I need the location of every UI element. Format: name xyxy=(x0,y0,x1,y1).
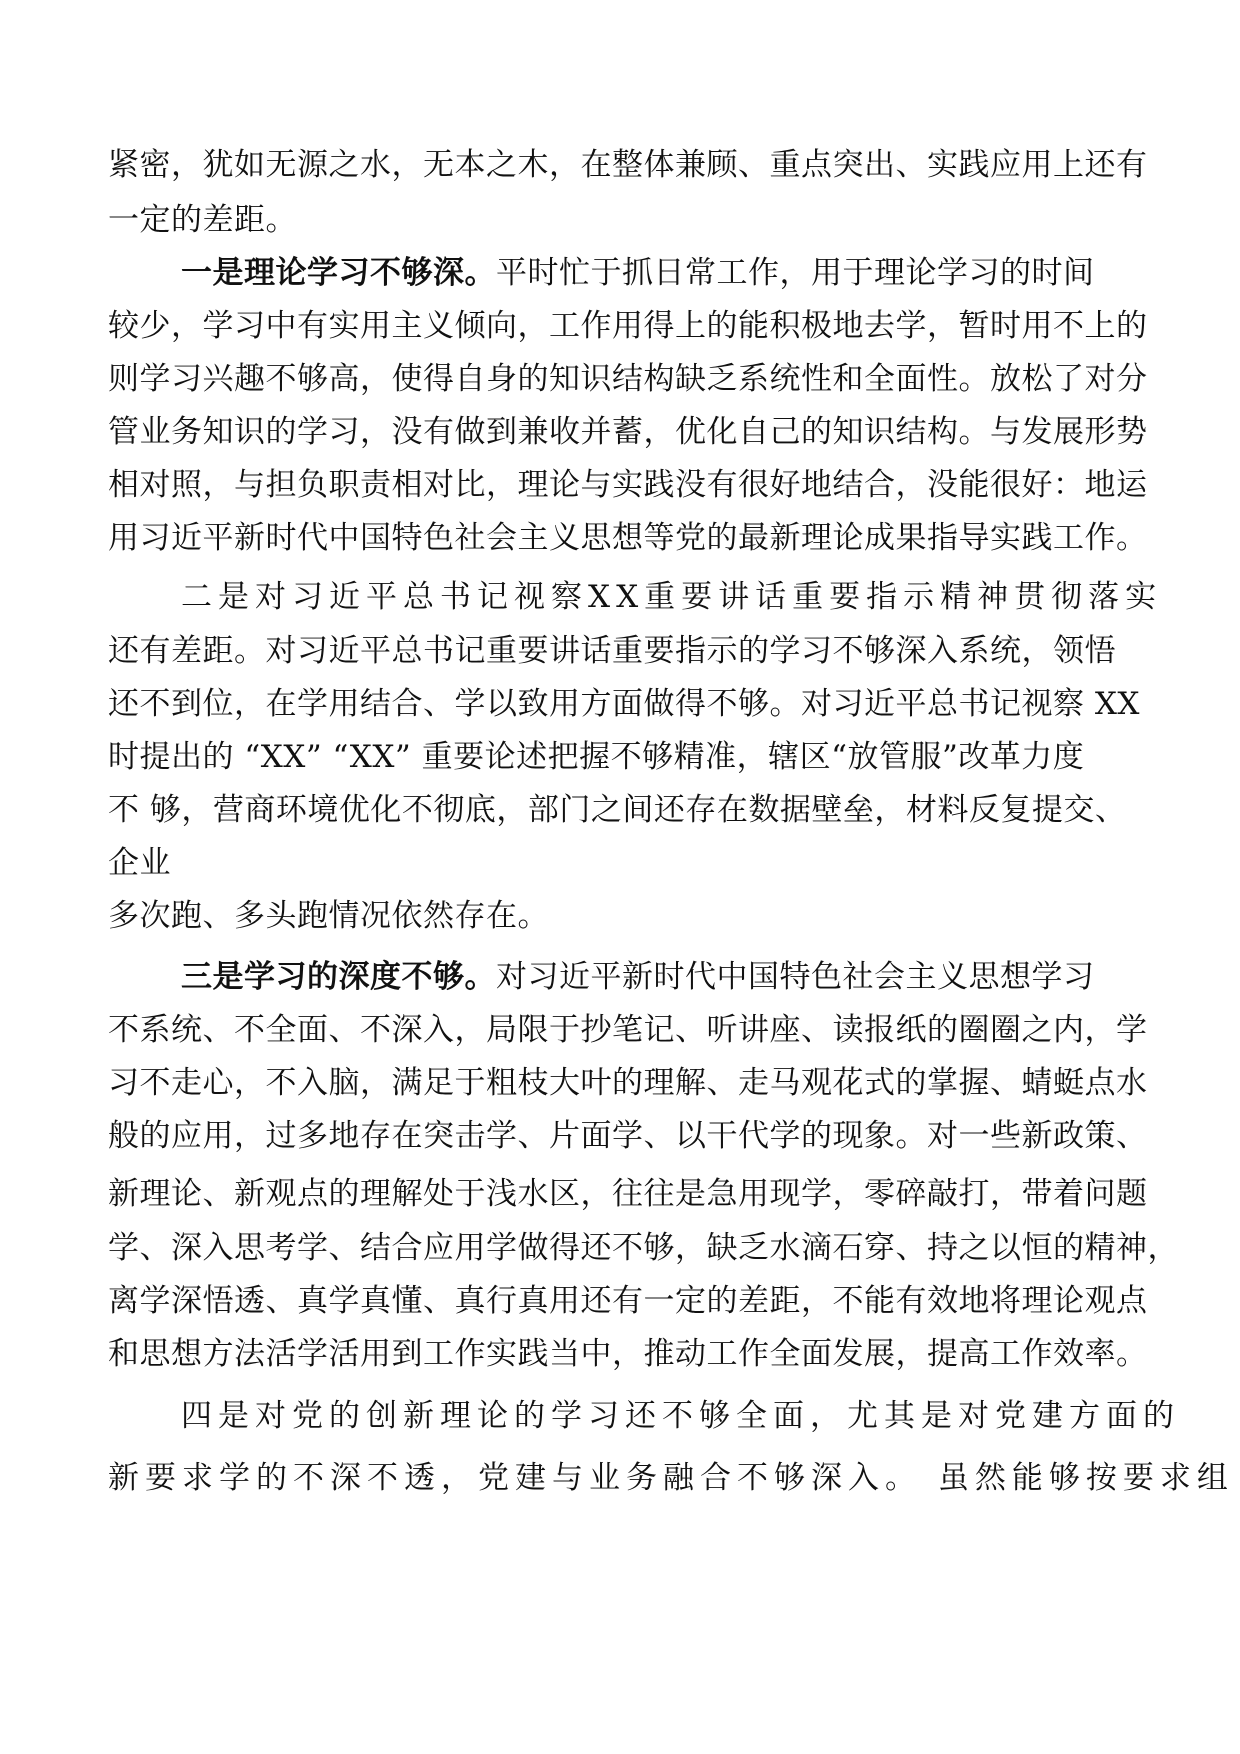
body-line-11: 还不到位，在学用结合、学以致用方面做得不够。对习近平总书记视察 XX xyxy=(108,686,1140,722)
body-line-20: 新理论、新观点的理解处于浅水区，往往是急用现学，零碎敲打，带着问题 xyxy=(108,1176,1148,1212)
paragraph-two-heading-line: 二是对习近平总书记视察XX重要讲话重要指示精神贯彻落实 xyxy=(181,579,1163,615)
body-line-18: 习不走心，不入脑，满足于粗枝大叶的理解、走马观花式的掌握、蜻蜓点水 xyxy=(108,1065,1148,1101)
body-line-17: 不系统、不全面、不深入，局限于抄笔记、听讲座、读报纸的圈圈之内，学 xyxy=(108,1012,1148,1048)
paragraph-four-heading-line: 四是对党的创新理论的学习还不够全面，尤其是对党建方面的 xyxy=(181,1398,1180,1434)
body-line-7: 相对照，与担负职责相对比，理论与实践没有很好地结合，没能很好：地运 xyxy=(108,467,1148,503)
body-line-2: 一定的差距。 xyxy=(108,202,297,238)
paragraph-heading-one: 一是理论学习不够深。 xyxy=(181,255,496,291)
body-line-8: 用习近平新时代中国特色社会主义思想等党的最新理论成果指导实践工作。 xyxy=(108,520,1148,556)
body-line-19: 般的应用，过多地存在突击学、片面学、以干代学的现象。对一些新政策、 xyxy=(108,1118,1148,1154)
body-line-15: 多次跑、多头跑情况依然存在。 xyxy=(108,898,549,934)
body-line-4: 较少，学习中有实用主义倾向，工作用得上的能积极地去学，暂时用不上的 xyxy=(108,308,1148,344)
body-line-22: 离学深悟透、真学真懂、真行真用还有一定的差距，不能有效地将理论观点 xyxy=(108,1283,1148,1319)
body-line-10: 还有差距。对习近平总书记重要讲话重要指示的学习不够深入系统，领悟 xyxy=(108,633,1116,669)
body-line-6: 管业务知识的学习，没有做到兼收并蓄，优化自己的知识结构。与发展形势 xyxy=(108,414,1148,450)
paragraph-one-heading-line xyxy=(181,253,1095,293)
body-line-23: 和思想方法活学活用到工作实践当中，推动工作全面发展，提高工作效率。 xyxy=(108,1336,1148,1372)
paragraph-heading-three: 三是学习的深度不够。 xyxy=(181,959,496,995)
body-line-14: 企业 xyxy=(108,845,171,881)
body-line-13: 不 够，营商环境优化不彻底，部门之间还存在数据壁垒，材料反复提交、 xyxy=(108,792,1127,828)
body-line-25: 新要求学的不深不透，党建与业务融合不够深入。 虽然能够按要求组 xyxy=(108,1460,1234,1496)
body-line-12: 时提出的 “XX” “XX” 重要论述把握不够精准，辖区“放管服”改革力度 xyxy=(108,739,1085,775)
body-line-5: 则学习兴趣不够高，使得自身的知识结构缺乏系统性和全面性。放松了对分 xyxy=(108,361,1148,397)
paragraph-three-heading-line xyxy=(181,957,1095,997)
body-line-21: 学、深入思考学、结合应用学做得还不够，缺乏水滴石穿、持之以恒的精神， xyxy=(108,1230,1179,1266)
paragraph-one-first-line: 平时忙于抓日常工作，用于理论学习的时间 xyxy=(496,255,1095,291)
paragraph-three-first-line: 对习近平新时代中国特色社会主义思想学习 xyxy=(496,959,1095,995)
body-line-1: 紧密，犹如无源之水，无本之木，在整体兼顾、重点突出、实践应用上还有 xyxy=(108,147,1148,183)
